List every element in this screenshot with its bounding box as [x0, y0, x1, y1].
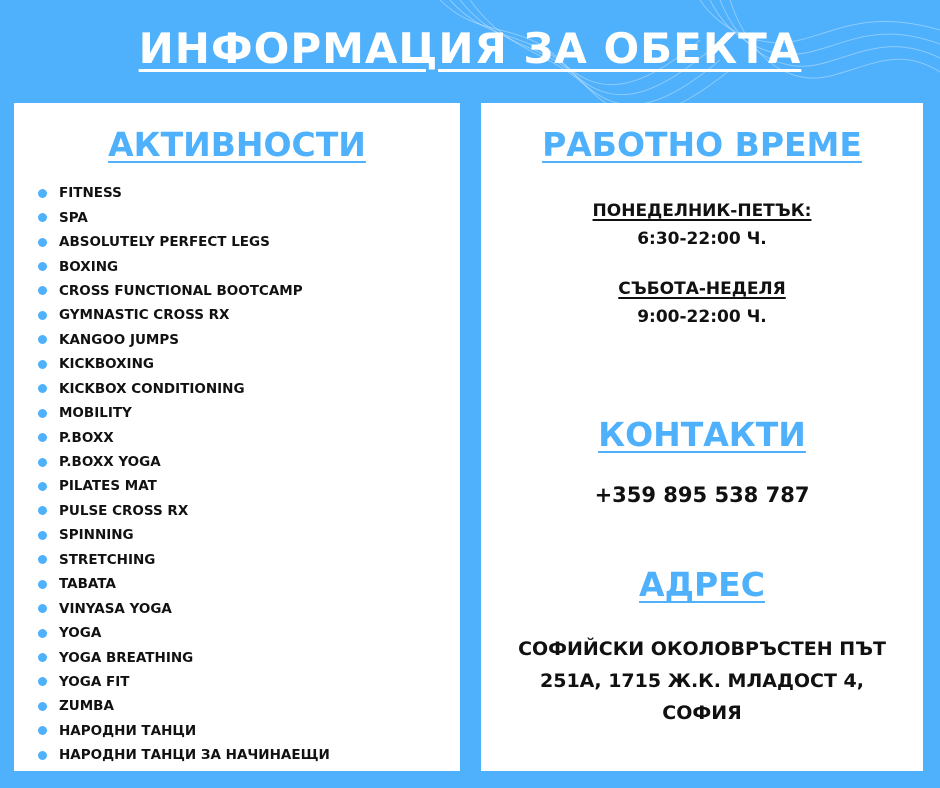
- bullet-dot-icon: [38, 384, 47, 393]
- activity-label: PILATES MAT: [59, 478, 157, 495]
- list-item: [38, 719, 330, 743]
- list-item: [38, 523, 330, 547]
- bullet-dot-icon: [38, 262, 47, 271]
- bullet-dot-icon: [38, 677, 47, 686]
- bullet-dot-icon: [38, 580, 47, 589]
- weekend-label: СЪБОТА-НЕДЕЛЯ: [618, 279, 786, 299]
- activity-label: BOXING: [59, 258, 119, 275]
- activity-label: YOGA FIT: [59, 673, 130, 690]
- activity-label: TABATA: [59, 576, 116, 593]
- list-item: [38, 450, 330, 474]
- weekdays-hours: [481, 197, 923, 253]
- list-item: [38, 254, 330, 278]
- weekend-hours: [481, 275, 923, 331]
- activity-label: НАРОДНИ ТАНЦИ: [59, 722, 197, 739]
- bullet-dot-icon: [38, 726, 47, 735]
- address-line-3: СОФИЯ: [662, 702, 742, 724]
- bullet-dot-icon: [38, 189, 47, 198]
- bullet-dot-icon: [38, 506, 47, 515]
- activity-label: VINYASA YOGA: [59, 600, 172, 617]
- activity-label: ZUMBA: [59, 698, 114, 715]
- bullet-dot-icon: [38, 360, 47, 369]
- bullet-dot-icon: [38, 286, 47, 295]
- list-item: [38, 328, 330, 352]
- bullet-dot-icon: [38, 335, 47, 344]
- list-item: [38, 377, 330, 401]
- bullet-dot-icon: [38, 751, 47, 760]
- activities-title: АКТИВНОСТИ: [108, 125, 366, 164]
- activity-label: PULSE CROSS RX: [59, 502, 189, 519]
- list-item: [38, 352, 330, 376]
- activity-label: MOBILITY: [59, 405, 132, 422]
- list-item: [38, 401, 330, 425]
- bullet-dot-icon: [38, 531, 47, 540]
- activity-label: НАРОДНИ ТАНЦИ ЗА НАЧИНАЕЩИ: [59, 747, 330, 764]
- address-line-1: СОФИЙСКИ ОКОЛОВРЪСТЕН ПЪТ: [518, 638, 886, 660]
- list-item: [38, 205, 330, 229]
- page-title: ИНФОРМАЦИЯ ЗА ОБЕКТА: [138, 24, 802, 73]
- activity-label: CROSS FUNCTIONAL BOOTCAMP: [59, 282, 303, 299]
- list-item: [38, 230, 330, 254]
- bullet-dot-icon: [38, 702, 47, 711]
- address-title: АДРЕС: [639, 565, 765, 604]
- bullet-dot-icon: [38, 653, 47, 662]
- weekdays-label: ПОНЕДЕЛНИК-ПЕТЪК:: [592, 201, 812, 221]
- working-hours-title: РАБОТНО ВРЕМЕ: [542, 125, 862, 164]
- info-panel: [481, 103, 923, 771]
- list-item: [38, 743, 330, 767]
- list-item: [38, 303, 330, 327]
- list-item: [38, 425, 330, 449]
- list-item: [38, 548, 330, 572]
- activity-label: SPINNING: [59, 527, 134, 544]
- activities-panel: [14, 103, 460, 771]
- list-item: [38, 499, 330, 523]
- activity-label: STRETCHING: [59, 551, 156, 568]
- activity-label: SPA: [59, 209, 88, 226]
- activity-label: KICKBOX CONDITIONING: [59, 380, 245, 397]
- bullet-dot-icon: [38, 311, 47, 320]
- activities-list: [38, 181, 330, 768]
- bullet-dot-icon: [38, 458, 47, 467]
- bullet-dot-icon: [38, 238, 47, 247]
- activity-label: P.BOXX: [59, 429, 114, 446]
- activity-label: P.BOXX YOGA: [59, 454, 161, 471]
- activity-label: YOGA: [59, 625, 102, 642]
- bullet-dot-icon: [38, 409, 47, 418]
- bullet-dot-icon: [38, 213, 47, 222]
- activity-label: YOGA BREATHING: [59, 649, 194, 666]
- bullet-dot-icon: [38, 629, 47, 638]
- activity-label: FITNESS: [59, 185, 122, 202]
- bullet-dot-icon: [38, 604, 47, 613]
- address-line-2: 251А, 1715 Ж.К. МЛАДОСТ 4,: [540, 670, 864, 692]
- list-item: [38, 621, 330, 645]
- list-item: [38, 596, 330, 620]
- bullet-dot-icon: [38, 555, 47, 564]
- activity-label: GYMNASTIC CROSS RX: [59, 307, 230, 324]
- bullet-dot-icon: [38, 433, 47, 442]
- list-item: [38, 181, 330, 205]
- weekend-time: 9:00-22:00 Ч.: [637, 307, 767, 327]
- activity-label: ABSOLUTELY PERFECT LEGS: [59, 234, 270, 251]
- list-item: [38, 572, 330, 596]
- weekdays-time: 6:30-22:00 Ч.: [637, 229, 767, 249]
- phone-number: +359 895 538 787: [594, 483, 810, 507]
- list-item: [38, 670, 330, 694]
- activity-label: KICKBOXING: [59, 356, 154, 373]
- address-text: [481, 633, 923, 729]
- bullet-dot-icon: [38, 482, 47, 491]
- list-item: [38, 694, 330, 718]
- contacts-title: КОНТАКТИ: [598, 415, 806, 454]
- list-item: [38, 279, 330, 303]
- activity-label: KANGOO JUMPS: [59, 331, 179, 348]
- list-item: [38, 645, 330, 669]
- list-item: [38, 474, 330, 498]
